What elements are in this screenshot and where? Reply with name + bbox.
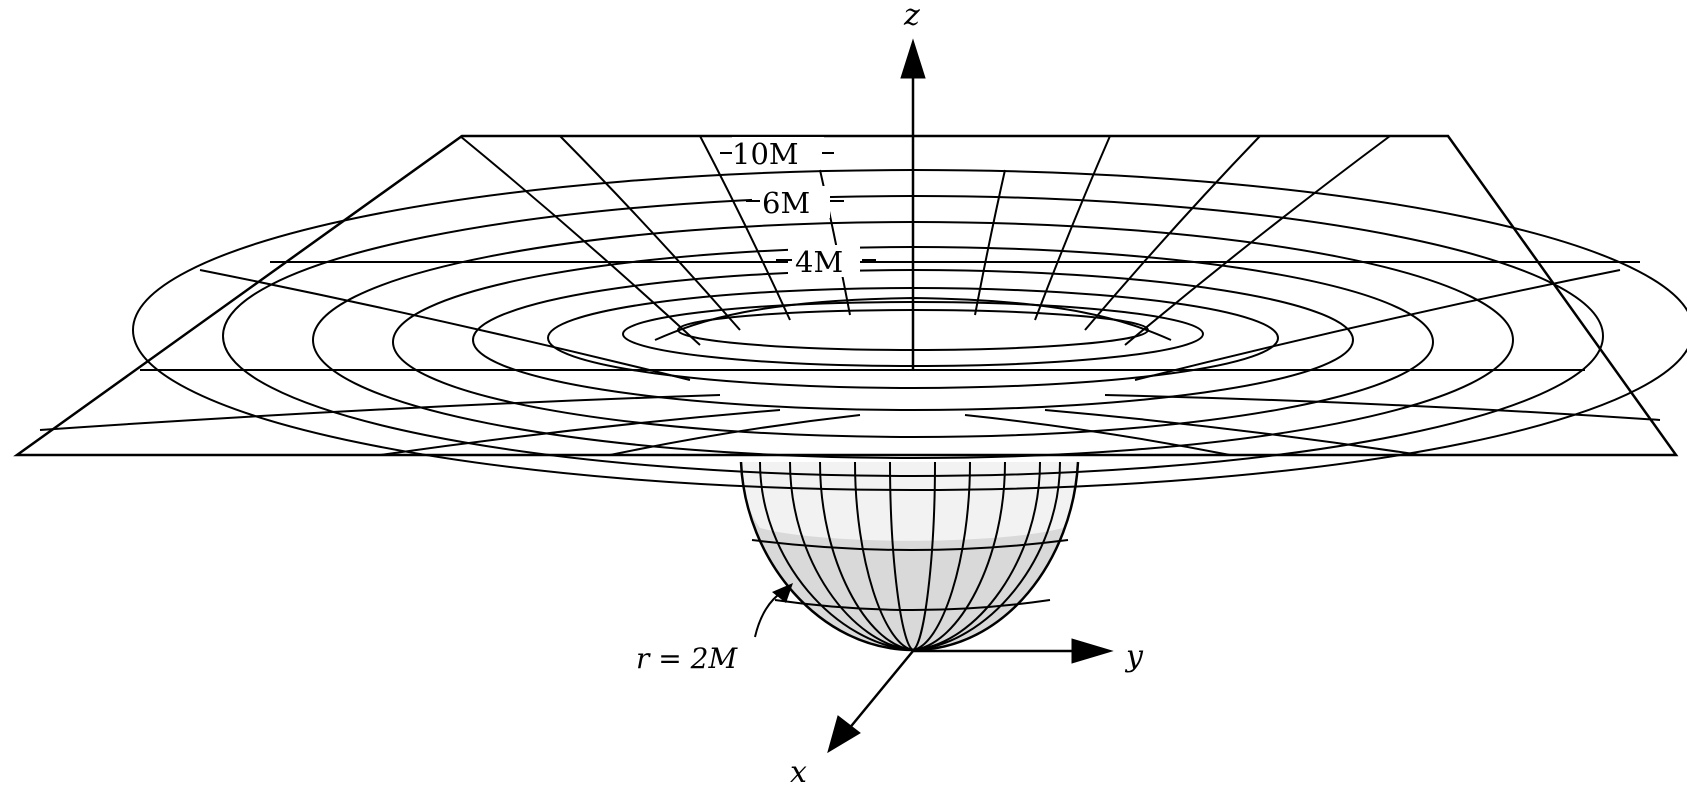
horizon-pointer xyxy=(755,583,793,637)
ring-label-10m: 10M xyxy=(732,137,799,171)
z-axis-label: z xyxy=(904,0,920,33)
y-axis-arrowhead xyxy=(1072,639,1112,663)
horizon-label: r = 2M xyxy=(636,642,738,675)
y-axis-label: y xyxy=(1126,639,1143,674)
ring-label-4m: 4M xyxy=(795,245,844,279)
horizon-pointer-line xyxy=(755,592,782,637)
x-axis-line xyxy=(848,651,913,730)
z-axis-arrowhead xyxy=(901,40,925,78)
embedding-plane xyxy=(17,136,1687,490)
ring-label-6m: 6M xyxy=(762,186,811,220)
x-axis-label: x xyxy=(790,755,807,790)
